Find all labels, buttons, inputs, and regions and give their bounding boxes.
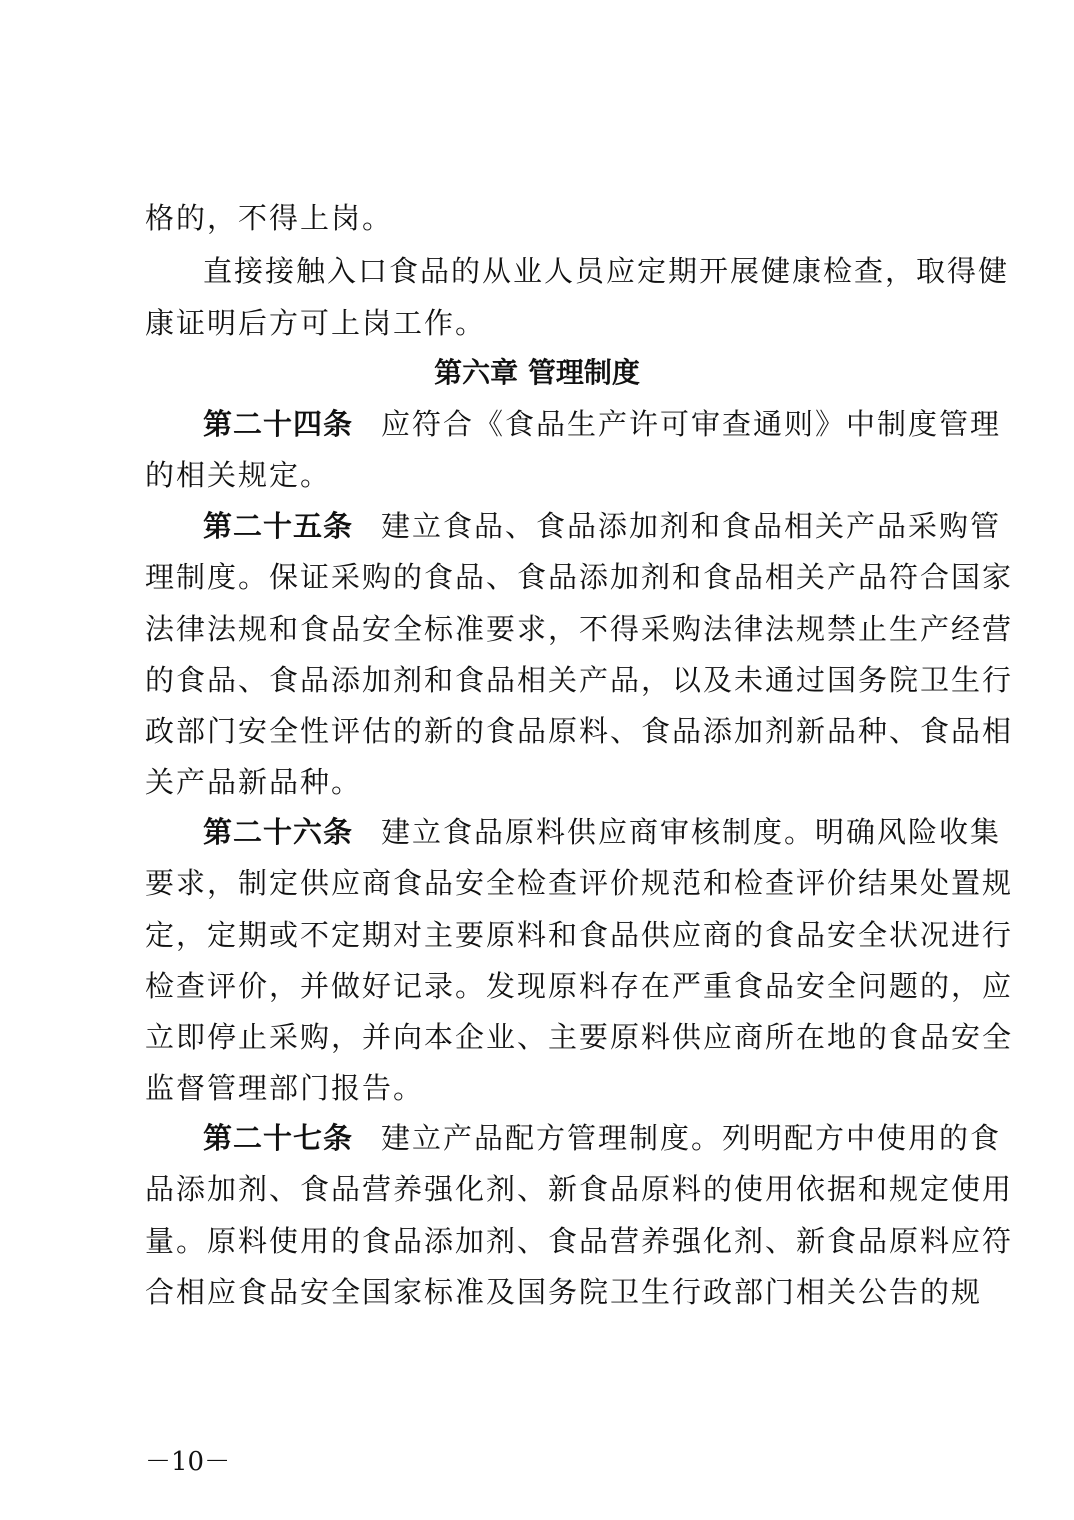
article-line: 检查评价，并做好记录。发现原料存在严重食品安全问题的，应: [145, 969, 1014, 1003]
article-line: 定，定期或不定期对主要原料和食品供应商的食品安全状况进行: [145, 918, 1014, 952]
article-line: 法律法规和食品安全标准要求，不得采购法律法规禁止生产经营: [145, 612, 1014, 646]
article-line: 监督管理部门报告。: [145, 1071, 425, 1105]
article-label: 第二十七条: [203, 1121, 354, 1155]
article-first-line: [203, 806, 1002, 858]
page-number: －10－: [145, 1447, 231, 1477]
article-line: 要求，制定供应商食品安全检查评价规范和检查评价结果处置规: [145, 866, 1014, 900]
article-first-line: [203, 1112, 1002, 1164]
article-line: 量。原料使用的食品添加剂、食品营养强化剂、新食品原料应符: [145, 1224, 1014, 1258]
article-text: 应符合《食品生产许可审查通则》中制度管理: [381, 407, 1002, 441]
article-line: 的食品、食品添加剂和食品相关产品，以及未通过国务院卫生行: [145, 663, 1014, 697]
paragraph-line: 格的，不得上岗。: [145, 201, 394, 235]
article-line: 关产品新品种。: [145, 765, 363, 799]
article-line: 的相关规定。: [145, 458, 332, 492]
article-text: 建立食品、食品添加剂和食品相关产品采购管: [381, 509, 1002, 543]
paragraph-line: 直接接触入口食品的从业人员应定期开展健康检查，取得健: [203, 254, 1010, 288]
article-label: 第二十六条: [203, 815, 354, 849]
article-text: 建立食品原料供应商审核制度。明确风险收集: [381, 815, 1002, 849]
chapter-heading: 第六章 管理制度: [434, 356, 640, 389]
article-line: 合相应食品安全国家标准及国务院卫生行政部门相关公告的规: [145, 1275, 983, 1309]
article-first-line: [203, 398, 1002, 450]
article-line: 理制度。保证采购的食品、食品添加剂和食品相关产品符合国家: [145, 560, 1014, 594]
paragraph-line: 康证明后方可上岗工作。: [145, 306, 487, 340]
article-first-line: [203, 500, 1002, 552]
article-line: 政部门安全性评估的新的食品原料、食品添加剂新品种、食品相: [145, 714, 1014, 748]
article-line: 立即停止采购，并向本企业、主要原料供应商所在地的食品安全: [145, 1020, 1014, 1054]
article-label: 第二十四条: [203, 407, 354, 441]
article-text: 建立产品配方管理制度。列明配方中使用的食: [381, 1121, 1002, 1155]
article-label: 第二十五条: [203, 509, 354, 543]
article-line: 品添加剂、食品营养强化剂、新食品原料的使用依据和规定使用: [145, 1172, 1014, 1206]
